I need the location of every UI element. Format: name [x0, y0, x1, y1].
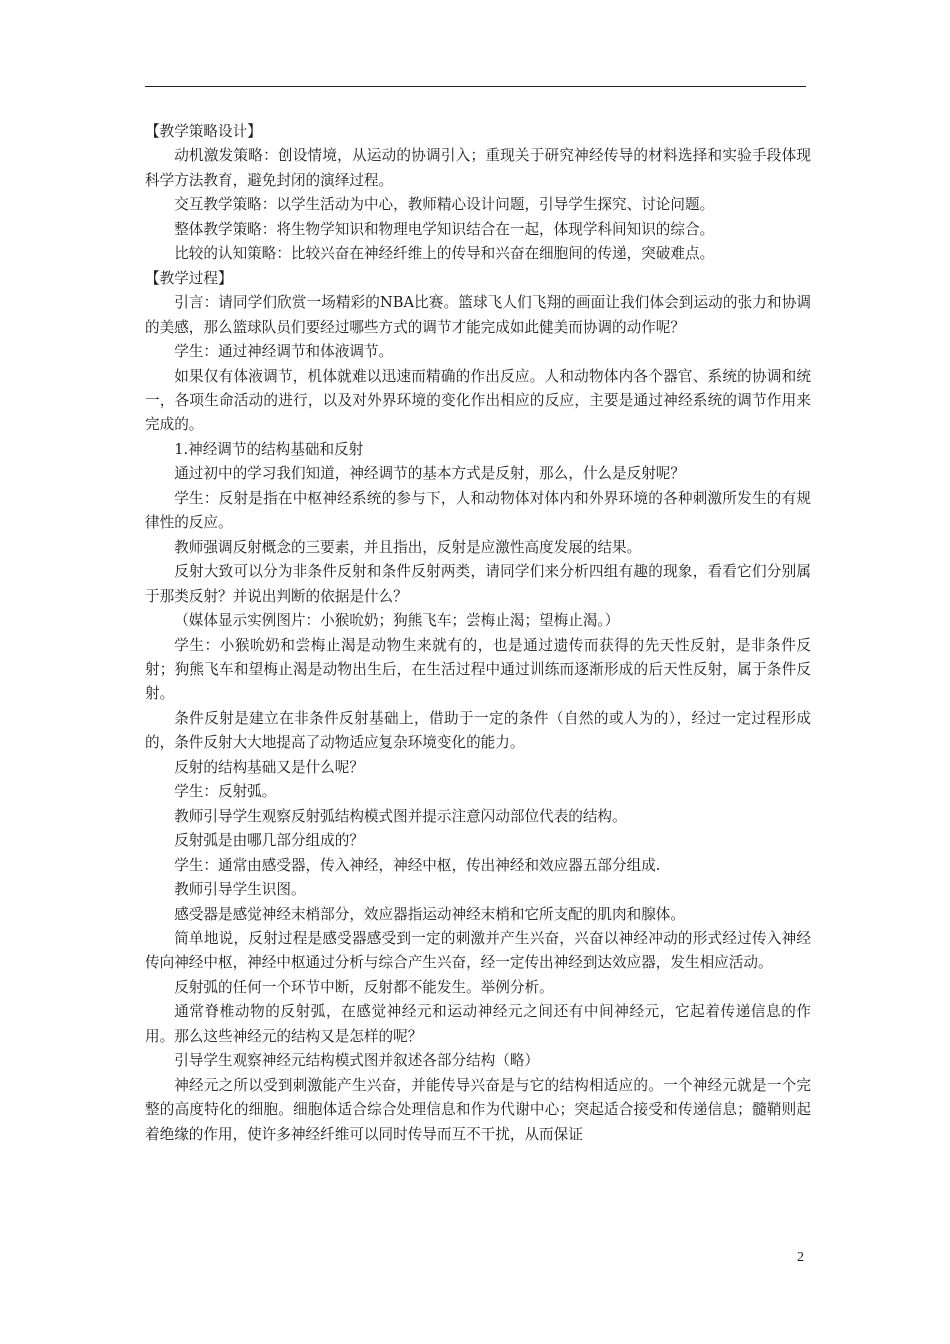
paragraph: 反射大致可以分为非条件反射和条件反射两类，请同学们来分析四组有趣的现象，看看它们分别属于那类反射？并说出判断的依据是什么？ — [145, 563, 811, 605]
paragraph: 反射的结构基础又是什么呢？ — [174, 758, 364, 776]
paragraph: 学生：反射是指在中枢神经系统的参与下，人和动物体对体内和外界环境的各种刺激所发生的有规律性的反应。 — [145, 489, 811, 532]
paragraph: 引导学生观察神经元结构模式图并叙述各部分结构（略） — [174, 1052, 540, 1070]
paragraph: 交互教学策略：以学生活动为中心，教师精心设计问题，引导学生探究、讨论问题。 — [174, 196, 715, 214]
paragraph: 教师强调反射概念的三要素，并且指出，反射是应激性高度发展的结果。 — [174, 538, 642, 556]
paragraph: （媒体显示实例图片：小猴吮奶；狗熊飞车；尝梅止渴；望梅止渴。） — [174, 612, 620, 630]
paragraph: 引言：请同学们欣赏一场精彩的NBA比赛。篮球飞人们飞翔的画面让我们体会到运动的张力和协调的美感，那么篮球队员们要经过哪些方式的调节才能完成如此健美而协调的动作呢？ — [145, 294, 811, 336]
paragraph: 比较的认知策略：比较兴奋在神经纤维上的传导和兴奋在细胞间的传递，突破难点。 — [174, 245, 715, 263]
paragraph: 学生：反射弧。 — [174, 783, 277, 801]
paragraph: 条件反射是建立在非条件反射基础上，借助于一定的条件（自然的或人为的），经过一定过程形成的，条件反射大大地提高了动物适应复杂环境变化的能力。 — [145, 709, 811, 752]
paragraph: 学生：小猴吮奶和尝梅止渴是动物生来就有的，也是通过遗传而获得的先天性反射，是非条件反射；狗熊飞车和望梅止渴是动物出生后，在生活过程中通过训练而逐渐形成的后天性反射，属于条件反射。 — [145, 636, 811, 703]
page-number: 2 — [797, 1250, 804, 1265]
section-heading-process: 【教学过程】 — [145, 269, 233, 287]
paragraph: 神经元之所以受到刺激能产生兴奋，并能传导兴奋是与它的结构相适应的。一个神经元就是一个完整的高度特化的细胞。细胞体适合综合处理信息和作为代谢中心；突起适合接受和传递信息；髓鞘则起着绝缘的作用，使许多神经纤维可以同时传导而互不干扰，从而保证 — [145, 1076, 811, 1143]
header-rule — [145, 86, 806, 87]
paragraph: 教师引导学生观察反射弧结构模式图并提示注意闪动部位代表的结构。 — [174, 807, 627, 825]
paragraph: 整体教学策略：将生物学知识和物理电学知识结合在一起，体现学科间知识的综合。 — [174, 220, 715, 238]
paragraph: 通过初中的学习我们知道，神经调节的基本方式是反射，那么，什么是反射呢？ — [174, 465, 685, 483]
paragraph: 通常脊椎动物的反射弧，在感觉神经元和运动神经元之间还有中间神经元，它起着传递信息的作用。那么这些神经元的结构又是怎样的呢？ — [145, 1003, 811, 1045]
paragraph: 简单地说，反射过程是感受器感受到一定的刺激并产生兴奋，兴奋以神经冲动的形式经过传入神经传向神经中枢，神经中枢通过分析与综合产生兴奋，经一定传出神经到达效应器，发生相应活动。 — [145, 929, 811, 972]
document-body — [145, 120, 811, 1147]
paragraph: 学生：通常由感受器，传入神经，神经中枢，传出神经和效应器五部分组成. — [174, 856, 661, 874]
paragraph: 动机激发策略：创设情境，从运动的协调引入；重现关于研究神经传导的材料选择和实验手段体现科学方法教育，避免封闭的演绎过程。 — [145, 147, 811, 189]
paragraph: 如果仅有体液调节，机体就难以迅速而精确的作出反应。人和动物体内各个器官、系统的协调和统一，各项生命活动的进行，以及对外界环境的变化作出相应的反应，主要是通过神经系统的调节作用来完成的。 — [145, 367, 811, 434]
subsection-title: 1.神经调节的结构基础和反射 — [174, 440, 364, 458]
paragraph: 反射弧是由哪几部分组成的？ — [174, 832, 364, 850]
paragraph: 学生：通过神经调节和体液调节。 — [174, 343, 394, 361]
paragraph: 反射弧的任何一个环节中断，反射都不能发生。举例分析。 — [174, 978, 554, 996]
paragraph: 感受器是感觉神经末梢部分，效应器指运动神经末梢和它所支配的肌肉和腺体。 — [174, 905, 685, 923]
paragraph: 教师引导学生识图。 — [174, 881, 306, 899]
section-heading-strategy: 【教学策略设计】 — [145, 123, 262, 140]
